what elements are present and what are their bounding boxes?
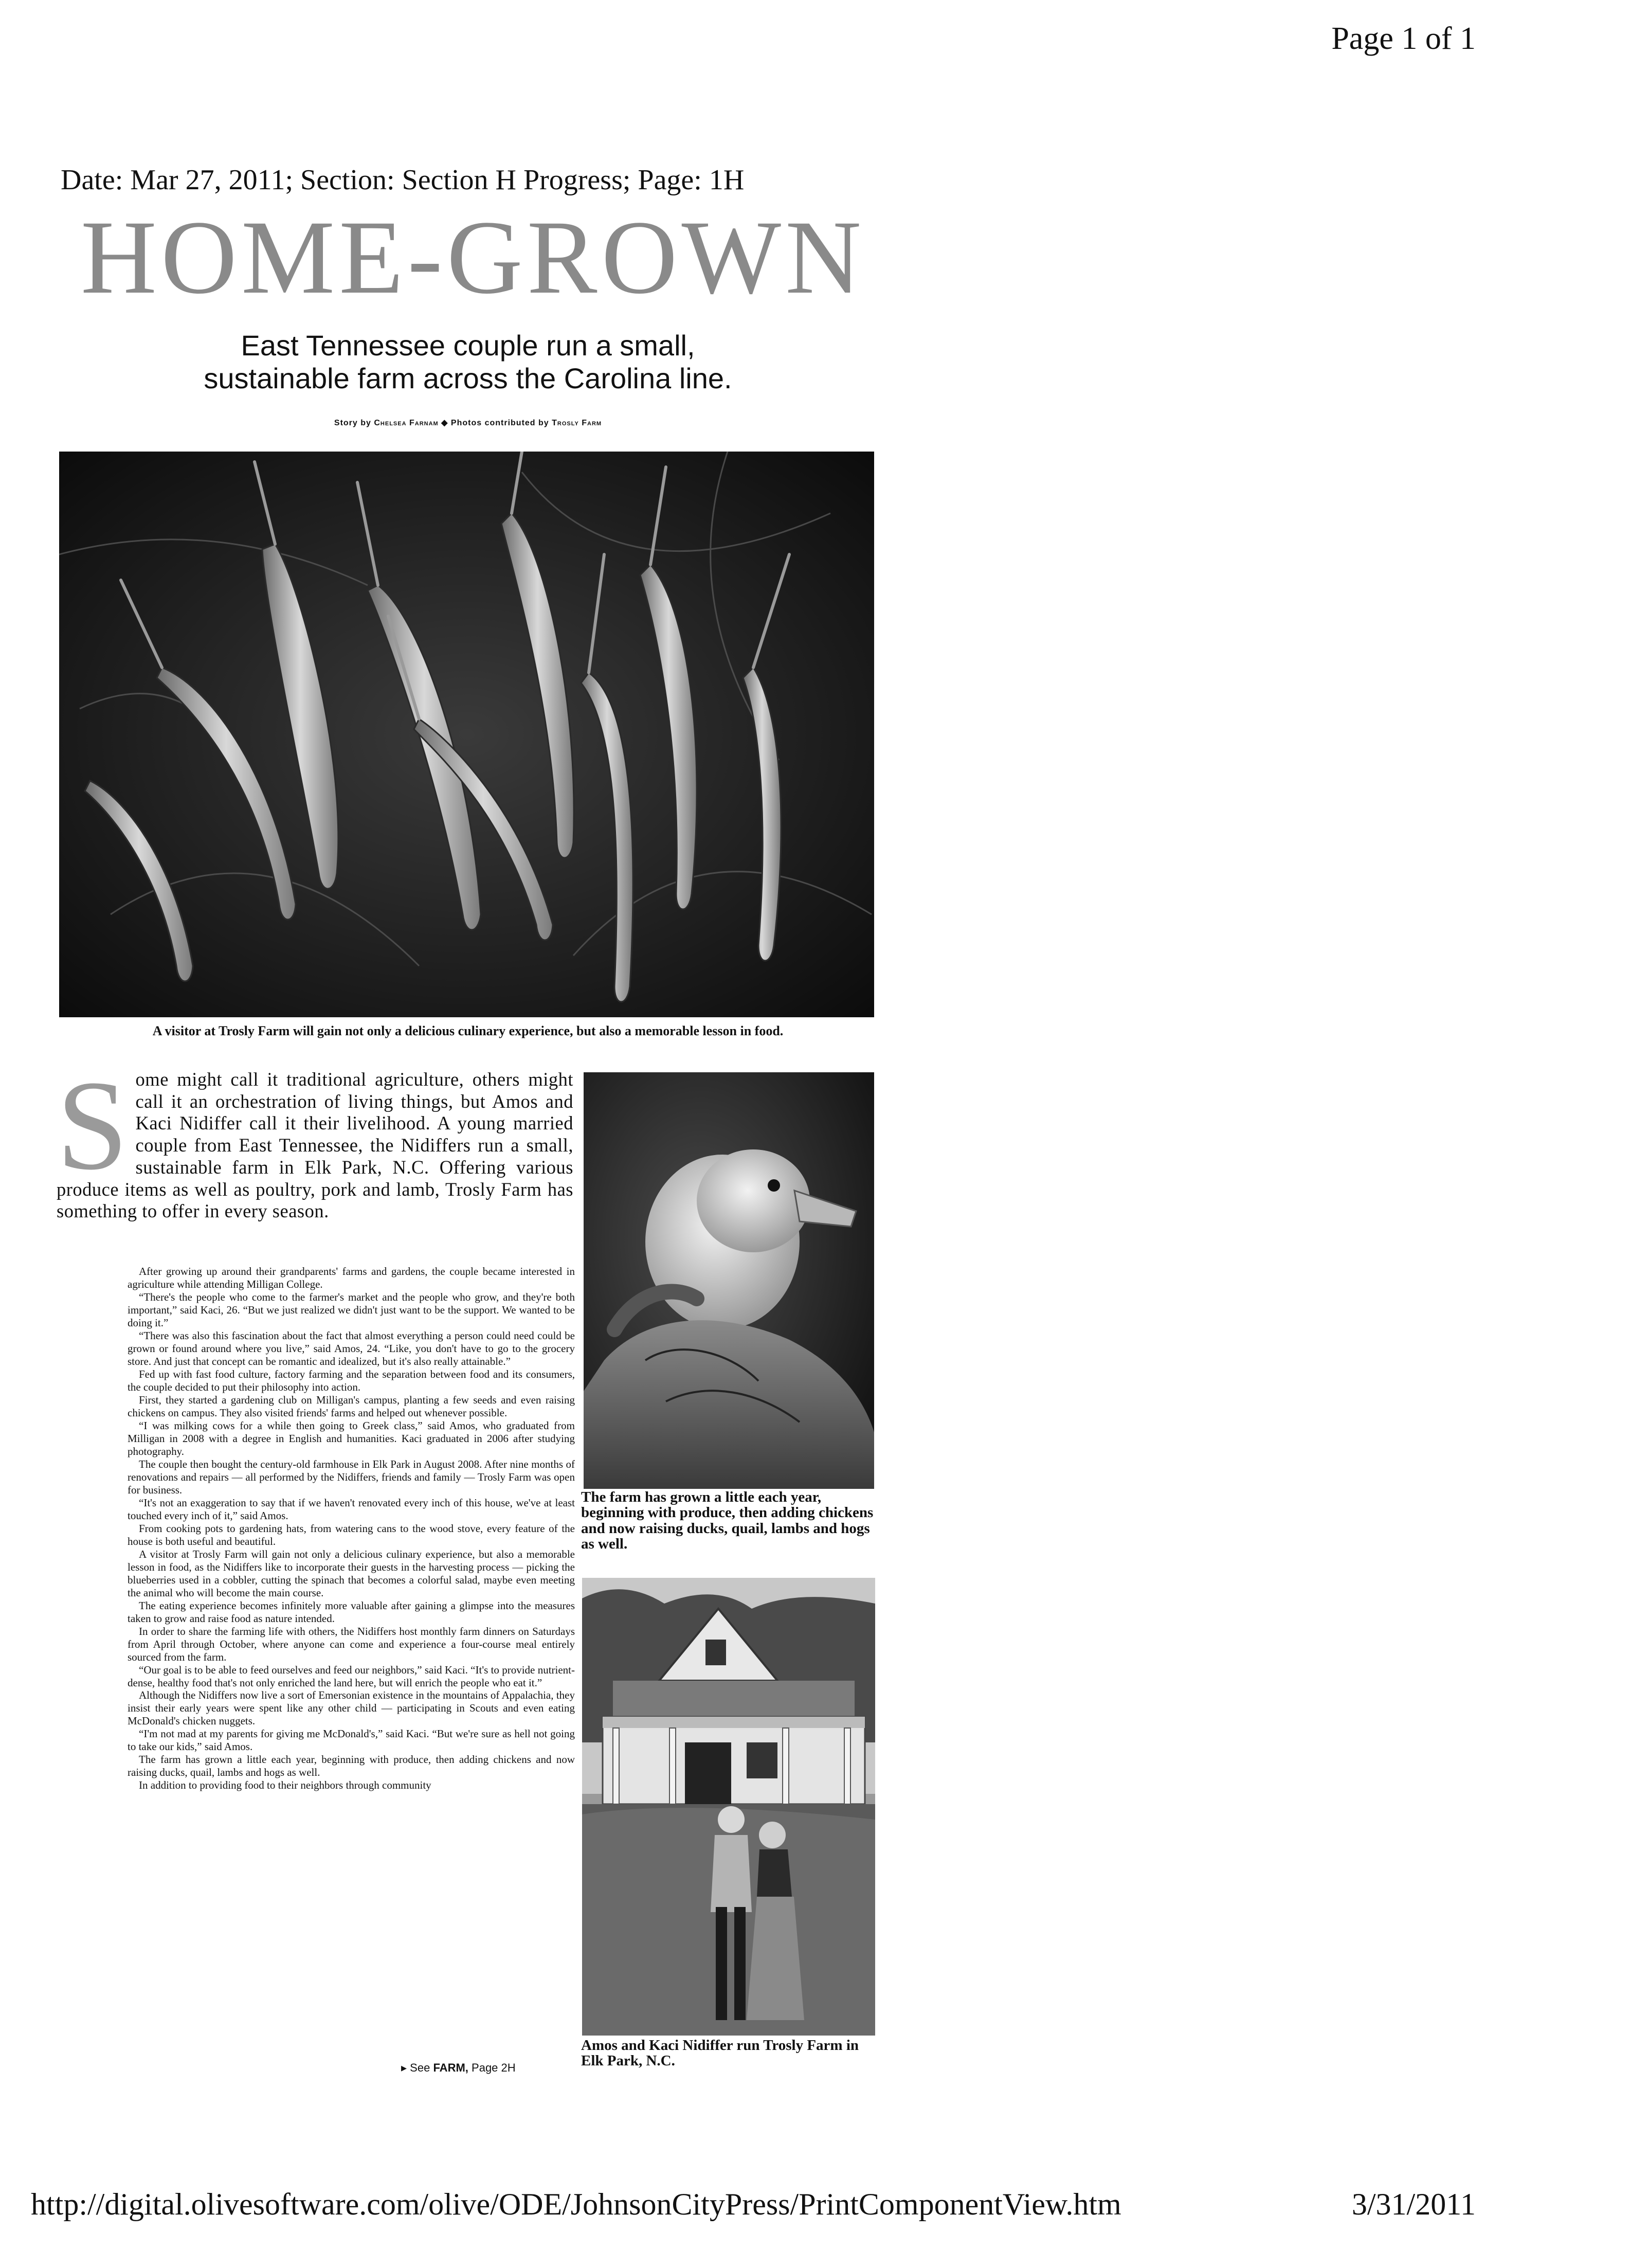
drop-cap: S [57,1054,129,1197]
body-paragraph: First, they started a gardening club on Milligan's campus, planting a few seeds and even raising chickens on campus. They also visited friends' farms and helped out whenever possible. [128,1393,575,1419]
headline: HOME-GROWN [80,199,866,316]
diamond-icon: ◆ [441,419,448,427]
farmhouse-photo [582,1578,875,2036]
body-paragraph: From cooking pots to gardening hats, from watering cans to the wood stove, every feature of the house is both useful and beautiful. [128,1522,575,1547]
body-paragraph: In addition to providing food to their neighbors through community [139,1779,431,1792]
source-url[interactable]: http://digital.olivesoftware.com/olive/ODE/JohnsonCityPress/PrintComponentView.htm [31,2187,1121,2221]
deck-line-2: sustainable farm across the Carolina line. [204,362,732,395]
body-paragraph: After growing up around their grandparents' farms and gardens, the couple became interested in agriculture while attending Milligan College. [128,1265,575,1290]
article-body [128,1265,575,1792]
body-paragraph: “There's the people who come to the farmer's market and the people who grow, and they're both important,” said Kaci, 26. “But we just realized we didn't just want to be the support. We wanted to be doing it.” [128,1290,575,1329]
jump-page: Page 2H [472,2061,516,2074]
duckling-photo [584,1072,874,1489]
print-date: 3/31/2011 [1351,2187,1476,2221]
jump-line[interactable] [401,2061,516,2075]
jump-see: See [410,2061,430,2074]
body-paragraph: Fed up with fast food culture, factory farming and the separation between food and its consumers, the couple decided to put their philosophy into action. [128,1367,575,1393]
body-paragraph: The farm has grown a little each year, beginning with produce, then adding chickens and now raising ducks, quail, lambs and hogs as well. [128,1753,575,1779]
carrots-photo [59,452,874,1017]
deck [144,329,792,395]
deck-line-1: East Tennessee couple run a small, [241,329,695,362]
byline-photos-label: Photos contributed by [450,419,549,427]
byline-story-label: Story by [334,419,371,427]
body-paragraph: “Our goal is to be able to feed ourselves and feed our neighbors,” said Kaci. “It's to provide nutrient-dense, healthy food that's not only enriched the land here, but will enrich the people who eat it.” [128,1663,575,1689]
body-paragraph: The couple then bought the century-old farmhouse in Elk Park in August 2008. After nine months of renovations and repairs — all performed by the Nidiffers, friends and family — Trosly Farm was open for business. [128,1457,575,1496]
byline [144,418,792,428]
farmhouse-photo-caption: Amos and Kaci Nidiffer run Trosly Farm in Elk Park, N.C. [581,2037,859,2069]
dateline: Date: Mar 27, 2011; Section: Section H Progress; Page: 1H [61,164,745,196]
page-number: Page 1 of 1 [1331,21,1476,56]
body-paragraph: “I was milking cows for a while then going to Greek class,” said Amos, who graduated from Milligan in 2008 with a degree in English and humanities. Kaci graduated in 2006 after studying photography. [128,1419,575,1457]
duckling-photo-caption: The farm has grown a little each year, beginning with produce, then adding chickens and now raising ducks, quail, lambs and hogs as well. [581,1489,874,1553]
body-paragraph: A visitor at Trosly Farm will gain not only a delicious culinary experience, but also a memorable lesson in food, as the Nidiffers like to incorporate their guests in the harvesting process — picking the blueberries used in a cobbler, cutting the spinach that becomes a colorful salad, maybe even meeting the animal who will become the main course. [128,1547,575,1599]
byline-author: Chelsea Farnam [374,419,439,427]
body-paragraph: “There was also this fascination about the fact that almost everything a person could need could be grown or found around where you live,” said Amos, 24. “Like, you don't have to go to the grocery store. And just that concept can be romantic and idealized, but it's also really attainable.” [128,1329,575,1367]
lede-text: ome might call it traditional agriculture, others might call it an orchestration of living things, but Amos and Kaci Nidiffer call it their livelihood. A young married couple from East Tennessee, the Nidiffers run a small, sustainable farm in Elk Park, N.C. Offering various produce items as well as poultry, pork and lamb, Trosly Farm has something to offer in every season. [57,1069,573,1222]
carrots-photo-caption: A visitor at Trosly Farm will gain not only a delicious culinary experience, but also a memorable lesson in food. [152,1023,784,1038]
arrow-right-icon: ▸ [401,2061,407,2074]
byline-photo-source: Trosly Farm [552,419,602,427]
body-paragraph: “I'm not mad at my parents for giving me McDonald's,” said Kaci. “But we're sure as hell not going to take our kids,” said Amos. [128,1727,575,1753]
body-paragraph: “It's not an exaggeration to say that if we haven't renovated every inch of this house, we've at least touched every inch of it,” said Amos. [128,1496,575,1522]
body-paragraph: Although the Nidiffers now live a sort of Emersonian existence in the mountains of Appalachia, they insist their early years were spent like any other child — participating in Scouts and even eating McDonald's chicken nuggets. [128,1689,575,1727]
body-paragraph: In order to share the farming life with others, the Nidiffers host monthly farm dinners on Saturdays from April through October, where anyone can come and experience a four-course meal entirely sourced from the farm. [128,1625,575,1663]
jump-target: FARM, [433,2061,468,2074]
body-paragraph: The eating experience becomes infinitely more valuable after gaining a glimpse into the measures taken to grow and raise food as nature intended. [128,1599,575,1625]
article-lede [57,1054,573,1222]
